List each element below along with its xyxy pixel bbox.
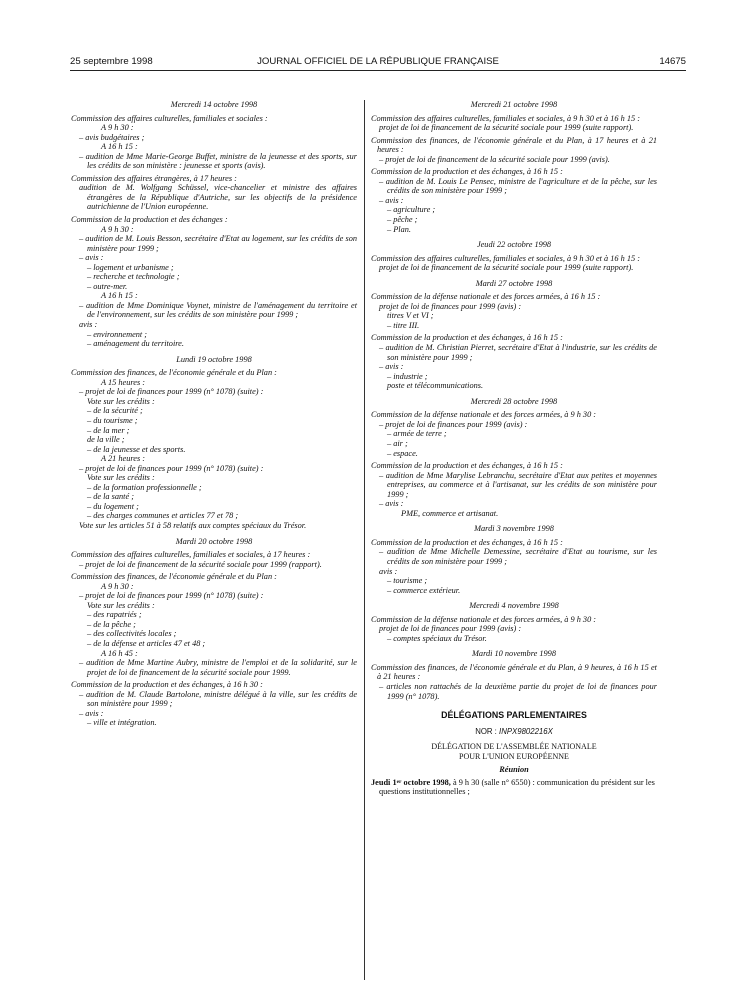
- day-heading: Mardi 3 novembre 1998: [474, 524, 554, 534]
- sub-item: de la ville ;: [87, 435, 125, 445]
- time-line: A 16 h 15 :: [101, 142, 138, 152]
- sub-item: PME, commerce et artisanat.: [401, 508, 499, 518]
- sub-item: Vote sur les crédits :: [87, 473, 155, 483]
- sub-item: – Plan.: [387, 224, 411, 234]
- agenda-item: projet de loi de financement de la sécurité sociale pour 1999 (suite rapport).: [379, 123, 634, 133]
- sub-item: – des charges communes et articles 77 et 78 ;: [87, 511, 239, 521]
- sub-item: – commerce extérieur.: [387, 585, 461, 595]
- agenda-item: – audition de Mme Michelle Demessine, secrétaire d'Etat au tourisme, sur les crédits de son ministère pour 1999 ;: [379, 547, 657, 566]
- sub-item: Vote sur les crédits :: [87, 600, 155, 610]
- header-page-number: 14675: [659, 56, 686, 67]
- agenda-item: – articles non rattachés de la deuxième partie du projet de loi de finances pour 1999 (n° 1078).: [379, 681, 657, 701]
- sub-item: – tourisme ;: [387, 576, 428, 586]
- commission-line: Commission de la production et des échanges, à 16 h 15 :: [371, 333, 563, 343]
- sub-item: titres V et VI ;: [387, 311, 434, 321]
- sub-item: – espace.: [387, 448, 418, 458]
- sub-item: – de la pêche ;: [87, 619, 136, 629]
- sub-item: – agriculture ;: [387, 205, 436, 215]
- agenda-item: – projet de loi de finances pour 1999 (n° 1078) (suite) :: [79, 387, 264, 397]
- commission-line: Commission des affaires culturelles, familiales et sociales, à 9 h 30 et à 16 h 15 :: [371, 253, 641, 263]
- agenda-item: – projet de loi de financement de la sécurité sociale pour 1999 (avis).: [379, 154, 610, 164]
- time-line: A 9 h 30 :: [101, 123, 134, 133]
- agenda-item: – audition de Mme Martine Aubry, ministre de l'emploi et de la solidarité, sur le projet de loi de financement de la sécurité sociale pour 1999.: [79, 658, 357, 677]
- commission-line: Commission de la défense nationale et des forces armées, à 9 h 30 :: [371, 410, 597, 420]
- section-title: DÉLÉGATIONS PARLEMENTAIRES: [441, 710, 587, 721]
- time-line: A 16 h 45 :: [101, 648, 138, 658]
- day-heading: Mercredi 28 octobre 1998: [470, 396, 558, 406]
- sub-item: – recherche et technologie ;: [87, 272, 180, 282]
- day-heading: Mercredi 21 octobre 1998: [470, 100, 558, 109]
- commission-line: Commission des affaires culturelles, familiales et sociales :: [71, 113, 268, 123]
- commission-line: Commission des finances, de l'économie générale et du Plan :: [71, 368, 277, 378]
- sub-item: – outre-mer.: [87, 281, 128, 291]
- commission-line: Commission de la production et des échanges, à 16 h 15 :: [371, 461, 563, 471]
- day-heading: Jeudi 22 octobre 1998: [476, 240, 552, 250]
- sub-item: – logement et urbanisme ;: [87, 262, 174, 272]
- commission-line: Commission de la production et des échanges, à 16 h 30 :: [71, 680, 263, 690]
- time-line: A 21 heures :: [101, 454, 146, 464]
- header-journal-title: JOURNAL OFFICIEL DE LA RÉPUBLIQUE FRANÇAISE: [257, 56, 499, 67]
- sub-item: – aménagement du territoire.: [87, 339, 184, 349]
- jeudi-time: à 9 h 30 (salle n° 6550) :: [450, 777, 535, 787]
- column-separator: [364, 100, 365, 980]
- time-line: A 16 h 15 :: [101, 291, 138, 301]
- page-header: [70, 56, 686, 70]
- agenda-item: projet de loi de finances pour 1999 (avis) :: [379, 301, 522, 311]
- sub-item: – du logement ;: [87, 501, 139, 511]
- time-line: A 9 h 30 :: [101, 224, 134, 234]
- commission-line: Commission de la production et des échanges, à 16 h 15 :: [371, 167, 563, 177]
- sub-item: – industrie ;: [387, 371, 428, 381]
- nor-reference: [371, 727, 657, 737]
- header-date: 25 septembre 1998: [70, 56, 153, 67]
- commission-line: Commission des affaires culturelles, familiales et sociales, à 9 h 30 et à 16 h 15 :: [371, 113, 641, 123]
- nor-label: NOR :: [475, 726, 497, 736]
- jeudi-sup: er: [396, 778, 402, 785]
- day-heading: Mercredi 14 octobre 1998: [170, 100, 258, 109]
- agenda-item: avis :: [79, 320, 98, 330]
- day-heading: Lundi 19 octobre 1998: [176, 354, 252, 364]
- sub-item: – des collectivités locales ;: [87, 629, 177, 639]
- delegation-line-1: DÉLÉGATION DE L'ASSEMBLÉE NATIONALE: [431, 742, 597, 752]
- agenda-item: audition de M. Wolfgang Schüssel, vice-chancelier et ministre des affaires étrangères de la République d'Autriche, sur les objectifs de la présidence autrichienne de l'Union européenne.: [79, 183, 357, 212]
- commission-line: Commission de la défense nationale et des forces armées, à 16 h 15 :: [371, 292, 601, 302]
- time-line: A 9 h 30 :: [101, 581, 134, 591]
- commission-line: Commission de la défense nationale et des forces armées, à 9 h 30 :: [371, 614, 597, 624]
- day-heading: Mardi 10 novembre 1998: [472, 649, 556, 659]
- day-heading: Mardi 27 octobre 1998: [475, 278, 553, 288]
- sub-item: – du tourisme ;: [87, 415, 138, 425]
- jeudi-entry: [371, 778, 657, 797]
- agenda-item: – avis :: [379, 499, 404, 509]
- commission-line: Commission de la production et des échanges, à 16 h 15 :: [371, 537, 563, 547]
- sub-item: – comptes spéciaux du Trésor.: [387, 633, 487, 643]
- agenda-item: – avis :: [379, 362, 404, 372]
- agenda-item: – projet de loi de financement de la sécurité sociale pour 1999 (rapport).: [79, 559, 322, 569]
- agenda-item: – projet de loi de finances pour 1999 (avis) :: [379, 419, 528, 429]
- sub-item: – de la défense et articles 47 et 48 ;: [87, 638, 206, 648]
- commission-line: Commission des affaires culturelles, familiales et sociales, à 17 heures :: [71, 550, 311, 560]
- agenda-item: – audition de M. Louis Le Pensec, ministre de l'agriculture et de la pêche, sur les crédits de son ministère pour 1999 ;: [379, 176, 657, 196]
- day-heading: Mercredi 4 novembre 1998: [469, 601, 559, 611]
- agenda-item: avis :: [379, 566, 398, 576]
- sub-item: – pêche ;: [387, 215, 418, 225]
- left-column: [71, 100, 357, 728]
- agenda-item: – projet de loi de finances pour 1999 (n° 1078) (suite) :: [79, 463, 264, 473]
- delegation-line-2: POUR L'UNION EUROPÉENNE: [459, 751, 569, 761]
- commission-line: Commission des finances, de l'économie générale et du Plan, à 9 heures, à 16 h 15 et à 21 heures :: [371, 662, 657, 682]
- sub-item: – armée de terre ;: [387, 429, 447, 439]
- agenda-item: – avis :: [379, 195, 404, 205]
- sub-item: – titre III.: [387, 320, 420, 330]
- day-heading: Mardi 20 octobre 1998: [175, 536, 253, 546]
- reunion-heading: Réunion: [499, 765, 529, 775]
- commission-line: Commission des affaires étrangères, à 17 heures :: [71, 173, 237, 183]
- sub-item: – de la jeunesse et des sports.: [87, 444, 186, 454]
- sub-item: poste et télécommunications.: [387, 381, 484, 391]
- agenda-item: – audition de Mme Marie-George Buffet, ministre de la jeunesse et des sports, sur les crédits de son ministère : jeunesse et sports (avis).: [79, 151, 357, 171]
- sub-item: – air ;: [387, 438, 408, 448]
- agenda-item: – avis :: [79, 253, 104, 263]
- header-rule: [70, 70, 686, 71]
- right-column-items: [371, 100, 657, 701]
- sub-item: – ville et intégration.: [87, 718, 157, 728]
- sub-item: – de la formation professionnelle ;: [87, 482, 202, 492]
- agenda-item: – audition de M. Claude Bartolone, ministre délégué à la ville, sur les crédits de son ministère pour 1999 ;: [79, 689, 357, 709]
- commission-line: Commission des finances, de l'économie générale et du Plan :: [71, 572, 277, 582]
- right-column: [371, 100, 657, 797]
- agenda-item: Vote sur les articles 51 à 58 relatifs aux comptes spéciaux du Trésor.: [79, 520, 307, 530]
- jeudi-date: octobre 1998,: [401, 777, 451, 787]
- agenda-item: – audition de Mme Dominique Voynet, ministre de l'aménagement du territoire et de l'environnement, sur les crédits de son ministère pour 1999 ;: [79, 300, 357, 320]
- agenda-item: – audition de M. Louis Besson, secrétaire d'Etat au logement, sur les crédits de son ministère pour 1999 ;: [79, 234, 357, 253]
- sub-item: – environnement ;: [87, 329, 148, 339]
- time-line: A 15 heures :: [101, 377, 146, 387]
- jeudi-text: communication du président sur les questions institutionnelles ;: [379, 777, 655, 797]
- agenda-item: – projet de loi de finances pour 1999 (n° 1078) (suite) :: [79, 591, 264, 601]
- agenda-item: – audition de Mme Marylise Lebranchu, secrétaire d'Etat aux petites et moyennes entreprises, au commerce et à l'artisanat, sur les crédits de son ministère pour 1999 ;: [379, 470, 657, 499]
- commission-line: Commission des finances, de l'économie générale et du Plan, à 17 heures et à 21 heures :: [371, 135, 657, 155]
- nor-value: INPX9802216X: [499, 726, 553, 736]
- agenda-item: – audition de M. Christian Pierret, secrétaire d'Etat à l'industrie, sur les crédits de son ministère pour 1999 ;: [379, 343, 657, 362]
- sub-item: – des rapatriés ;: [87, 610, 142, 620]
- agenda-item: – avis :: [79, 708, 104, 718]
- sub-item: Vote sur les crédits :: [87, 396, 155, 406]
- jeudi-day: Jeudi 1: [371, 777, 397, 787]
- sub-item: – de la santé ;: [87, 492, 135, 502]
- sub-item: – de la mer ;: [87, 425, 130, 435]
- agenda-item: projet de loi de finances pour 1999 (avis) :: [379, 624, 522, 634]
- sub-item: – de la sécurité ;: [87, 406, 143, 416]
- agenda-item: – avis budgétaires ;: [79, 132, 145, 142]
- commission-line: Commission de la production et des échanges :: [71, 215, 228, 225]
- agenda-item: projet de loi de financement de la sécurité sociale pour 1999 (suite rapport).: [379, 263, 634, 273]
